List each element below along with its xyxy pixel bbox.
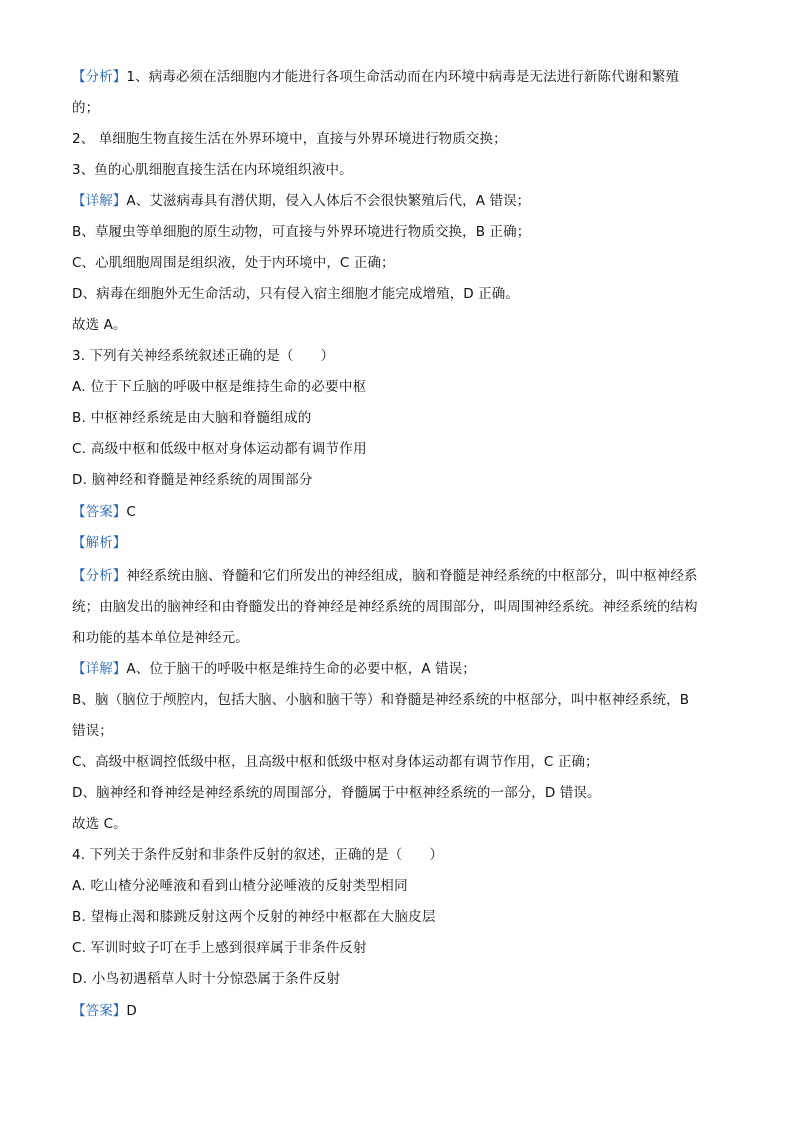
q4-stem: 4. 下列关于条件反射和非条件反射的叙述，正确的是（ ）	[72, 847, 444, 863]
answer-tag: 【答案】	[72, 504, 127, 520]
q3-detail-line-a	[72, 659, 724, 679]
q2-analysis-text-1a: 1、病毒必须在活细胞内才能进行各项生命活动而在内环境中病毒是无法进行新陈代谢和繁殖	[126, 69, 680, 85]
q3-analysis-line-2: 统；由脑发出的脑神经和由脊髓发出的脊神经是神经系统的周围部分，叫周围神经系统。神经系统的结构	[72, 599, 698, 615]
q4-option-c: C. 军训时蚊子叮在手上感到很痒属于非条件反射	[72, 940, 367, 956]
q2-conclusion: 故选 A。	[72, 317, 127, 333]
q3-analysis-line-3: 和功能的基本单位是神经元。	[72, 630, 249, 646]
q4-answer-line	[72, 1001, 724, 1021]
q3-analysis-text-1: 神经系统由脑、脊髓和它们所发出的神经组成，脑和脊髓是神经系统的中枢部分，叫中枢神经系	[126, 568, 698, 584]
q2-detail-line-a	[72, 191, 724, 211]
q4-option-d: D. 小鸟初遇稻草人时十分惊恐属于条件反射	[72, 971, 341, 987]
q2-detail-line-b: B、草履虫等单细胞的原生动物，可直接与外界环境进行物质交换，B 正确；	[72, 224, 531, 240]
q4-option-b: B. 望梅止渴和膝跳反射这两个反射的神经中枢都在大脑皮层	[72, 909, 436, 925]
q2-analysis-line-2: 2、 单细胞生物直接生活在外界环境中，直接与外界环境进行物质交换；	[72, 131, 507, 147]
q2-detail-line-d: D、病毒在细胞外无生命活动，只有侵入宿主细胞才能完成增殖，D 正确。	[72, 286, 519, 302]
q3-option-d: D. 脑神经和脊髓是神经系统的周围部分	[72, 472, 313, 488]
q3-stem: 3. 下列有关神经系统叙述正确的是（ ）	[72, 348, 335, 364]
detail-tag: 【详解】	[72, 193, 127, 209]
q2-analysis-line-3: 3、鱼的心肌细胞直接生活在内环境组织液中。	[72, 162, 353, 178]
q3-conclusion: 故选 C。	[72, 816, 127, 832]
q2-analysis-line-1	[72, 67, 724, 87]
q2-analysis-line-1b: 的；	[72, 100, 100, 116]
q3-detail-line-c: C、高级中枢调控低级中枢，且高级中枢和低级中枢对身体运动都有调节作用，C 正确；	[72, 754, 599, 770]
answer-tag: 【答案】	[72, 1003, 127, 1019]
q3-answer: C	[126, 504, 136, 520]
q3-analysis-line-1	[72, 566, 724, 586]
q2-detail-line-c: C、心肌细胞周围是组织液，处于内环境中，C 正确；	[72, 255, 395, 271]
q3-answer-line	[72, 502, 724, 522]
q3-detail-line-b1: B、脑（脑位于颅腔内，包括大脑、小脑和脑干等）和脊髓是神经系统的中枢部分，叫中枢神经系统，B	[72, 692, 690, 708]
analysis-tag: 【分析】	[72, 69, 127, 85]
q3-option-b: B. 中枢神经系统是由大脑和脊髓组成的	[72, 410, 312, 426]
q3-explain-tag	[72, 533, 724, 553]
q4-option-a: A. 吃山楂分泌唾液和看到山楂分泌唾液的反射类型相同	[72, 878, 408, 894]
detail-tag: 【详解】	[72, 661, 127, 677]
q2-detail-text-a: A、艾滋病毒具有潜伏期，侵入人体后不会很快繁殖后代，A 错误；	[126, 193, 531, 209]
q3-detail-line-b2: 错误；	[72, 723, 113, 739]
q3-option-c: C. 高级中枢和低级中枢对身体运动都有调节作用	[72, 441, 367, 457]
q3-detail-text-a: A、位于脑干的呼吸中枢是维持生命的必要中枢，A 错误；	[126, 661, 476, 677]
q4-answer: D	[126, 1003, 137, 1019]
q3-detail-line-d: D、脑神经和脊神经是神经系统的周围部分，脊髓属于中枢神经系统的一部分，D 错误。	[72, 785, 601, 801]
analysis-tag: 【分析】	[72, 568, 127, 584]
explain-tag: 【解析】	[72, 535, 127, 551]
q3-option-a: A. 位于下丘脑的呼吸中枢是维持生命的必要中枢	[72, 379, 367, 395]
